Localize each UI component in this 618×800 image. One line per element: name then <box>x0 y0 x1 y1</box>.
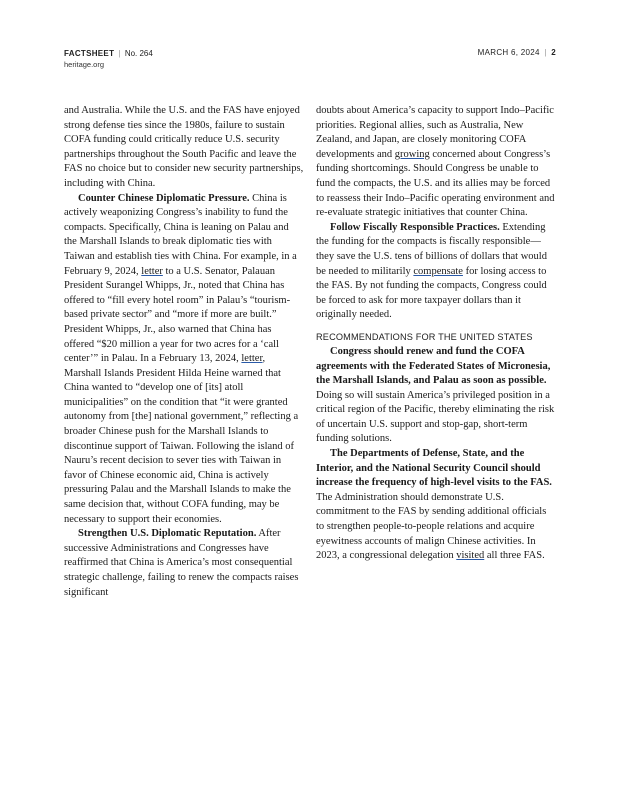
body-text: to a U.S. Senator, Palauan President Surangel Whipps, Jr., noted that China has offered to “fill every hotel room” in Palau’s “tourism-based private sector” and “more if more are built.” President Whipps, Jr., also warned that China has offered “$20 million a year for two acres for a ‘call center’” in Palau. In a February 13, 2024, <box>64 265 291 365</box>
paragraph-indo-pacific-doubts <box>316 104 556 221</box>
recommendation-heading: The Departments of Defense, State, and the Interior, and the National Security Council should increase the frequency of high-level visits to the FAS. <box>316 448 552 489</box>
left-column <box>64 104 304 600</box>
header-separator: | <box>118 49 121 58</box>
series-label: FACTSHEET <box>64 49 115 58</box>
issue-number: No. 264 <box>124 49 153 58</box>
heine-letter-link[interactable]: letter <box>241 353 263 365</box>
page-number: 2 <box>551 48 556 57</box>
compensate-link[interactable]: compensate <box>413 265 463 277</box>
recommendations-heading: RECOMMENDATIONS FOR THE UNITED STATES <box>316 331 533 342</box>
paragraph-heading: Counter Chinese Diplomatic Pressure. <box>78 192 250 204</box>
visited-link[interactable]: visited <box>456 550 485 562</box>
body-text: Extending the funding for the compacts is fiscally responsible—they save the U.S. tens of billions of dollars that would be needed to militarily <box>316 221 547 277</box>
paragraph-counter-chinese-pressure <box>64 192 304 528</box>
site-url[interactable]: heritage.org <box>64 60 105 69</box>
right-column <box>316 104 556 564</box>
body-text: for losing access to the FAS. By not funding the compacts, Congress could be forced to ask for more taxpayer dollars than it originally needed. <box>316 265 547 321</box>
growing-link[interactable]: growing <box>394 148 430 160</box>
header-left <box>64 48 153 70</box>
body-text: The Administration should demonstrate U.S. commitment to the FAS by sending additional officials to strengthen people-to-people relations and acquire eyewitness accounts of malign Chinese activities. In 2023, a congressional delegation <box>316 491 547 562</box>
paragraph-heading: Strengthen U.S. Diplomatic Reputation. <box>78 528 257 540</box>
body-text: concerned about Congress’s funding shortcomings. Should Congress be unable to fund the compacts, the U.S. and its allies may be forced to reassess their Indo–Pacific operating environment and re-evaluate strategic initiatives that counter China. <box>316 148 555 219</box>
header-separator-right: | <box>544 48 547 57</box>
paragraph-fiscal-responsibility <box>316 221 556 323</box>
recommendation-heading: Congress should renew and fund the COFA agreements with the Federated States of Micronesia, the Marshall Islands, and Palau as soon as possible. <box>316 345 551 387</box>
paragraph-defense-ties: and Australia. While the U.S. and the FAS have enjoyed strong defense ties since the 1980s, failure to sustain COFA funding could critically reduce U.S. security partnerships throughout the South Pacific and leave the FAS no choice but to consider new security partnerships, including with China. <box>64 105 304 189</box>
paragraph-diplomatic-reputation <box>64 527 304 600</box>
body-text: doubts about America’s capacity to support Indo–Pacific priorities. Regional allies, such as Australia, New Zealand, and Japan, are closely monitoring COFA developments and <box>316 105 554 160</box>
recommendation-high-level-visits <box>316 447 556 564</box>
body-text: Doing so will sustain America’s privileged position in a critical region of the Pacific, thereby eliminating the risk of uncertain U.S. support and stop-gap, short-term funding solutions. <box>316 389 555 445</box>
publication-date: MARCH 6, 2024 <box>477 48 540 57</box>
paragraph-heading: Follow Fiscally Responsible Practices. <box>330 221 500 233</box>
body-text: After successive Administrations and Congresses have reaffirmed that China is America’s most consequential strategic challenge, failing to renew the compacts raises significant <box>64 528 299 598</box>
recommendation-renew-cofa <box>316 345 556 447</box>
whipps-letter-link[interactable]: letter <box>141 265 163 277</box>
body-text: China is actively weaponizing Congress’s inability to fund the compacts. Specifically, China is leaning on Palau and the Marshall Islands to break diplomatic ties with Taiwan and establish ties with China. For example, in a February 9, 2024, <box>64 192 297 277</box>
header-right <box>478 48 556 57</box>
body-text: all three FAS. <box>484 550 545 562</box>
body-text: , Marshall Islands President Hilda Heine warned that China wanted to “develop one of [its] atoll municipalities” on the condition that “it were granted autonomy from [the] national government,” reflecting a broader Chinese push for the Marshall Islands to discontinue support of Taiwan. Following the island of Nauru’s recent decision to sever ties with Taiwan in favor of Chinese economic aid, China is actively pressuring Palau and the Marshall Islands to make the same decision that, without COFA funding, may be necessary to support their economies. <box>64 353 299 525</box>
